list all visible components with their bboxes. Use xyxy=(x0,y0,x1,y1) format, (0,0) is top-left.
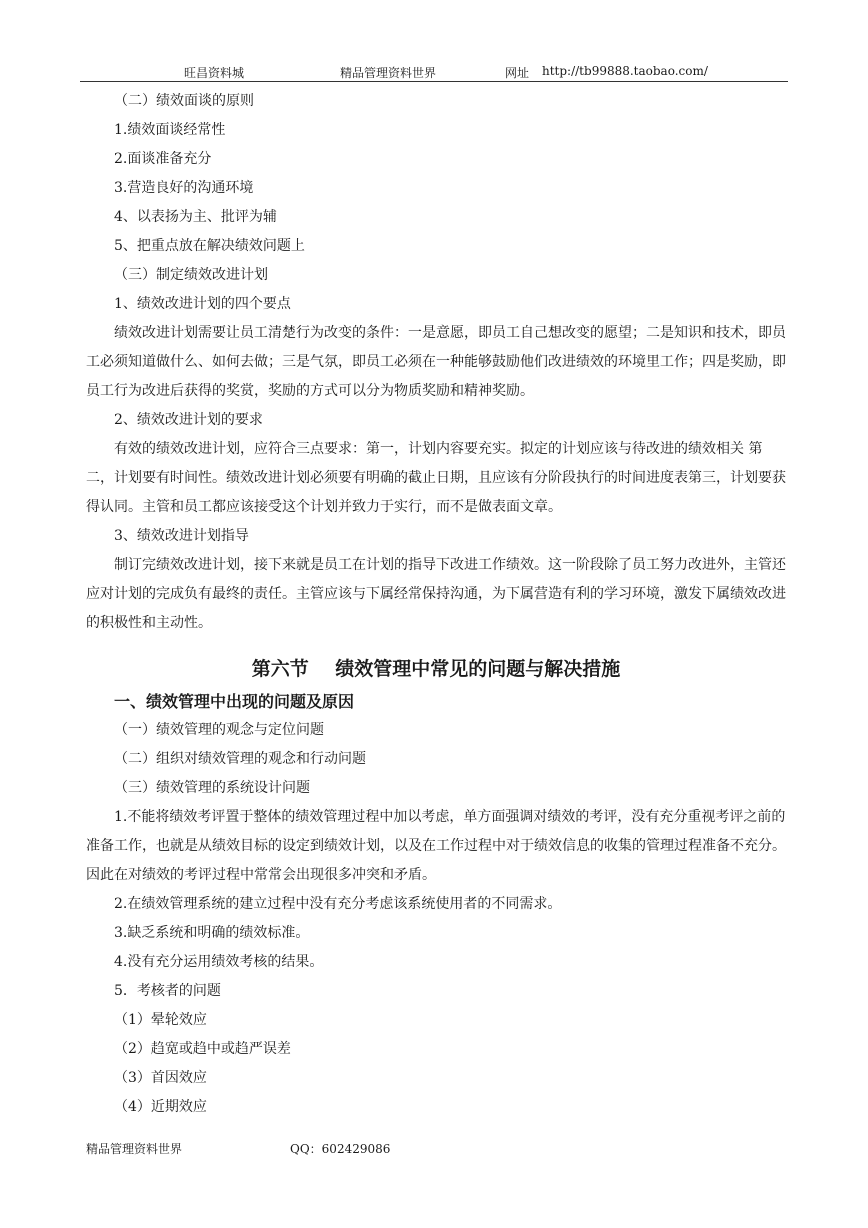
header-url-link[interactable]: http://tb99888.taobao.com/ xyxy=(542,64,708,78)
paragraph: 3.缺乏系统和明确的绩效标准。 xyxy=(114,925,310,941)
paragraph: （1）晕轮效应 xyxy=(114,1012,207,1028)
header-center-text: 精品管理资料世界 xyxy=(340,66,437,80)
footer-qq-text: QQ：602429086 xyxy=(290,1142,391,1156)
paragraph: （三）制定绩效改进计划 xyxy=(114,267,268,283)
paragraph: 3、绩效改进计划指导 xyxy=(114,528,249,544)
paragraph: 1、绩效改进计划的四个要点 xyxy=(114,296,291,312)
paragraph: （3）首因效应 xyxy=(114,1070,207,1086)
paragraph: 4.没有充分运用绩效考核的结果。 xyxy=(114,954,324,970)
paragraph: 制订完绩效改进计划，接下来就是员工在计划的指导下改进工作绩效。这一阶段除了员工努力改进外，主管还应对计划的完成负有最终的责任。主管应该与下属经常保持沟通，为下属营造有利的学习环境，激发下属绩效改进的积极性和主动性。 xyxy=(86,557,786,631)
paragraph: （二）绩效面谈的原则 xyxy=(114,93,254,109)
paragraph: 4、以表扬为主、批评为辅 xyxy=(114,209,277,225)
footer-left-text: 精品管理资料世界 xyxy=(86,1142,183,1156)
paragraph: 2.在绩效管理系统的建立过程中没有充分考虑该系统使用者的不同需求。 xyxy=(114,896,562,912)
paragraph: （2）趋宽或趋中或趋严误差 xyxy=(114,1041,291,1057)
paragraph: 有效的绩效改进计划，应符合三点要求：第一，计划内容要充实。拟定的计划应该与待改进的绩效相关 第二，计划要有时间性。绩效改进计划必须要有明确的截止日期，且应该有分阶段执行的时间进度表第三，计划要获得认同。主管和员工都应该接受这个计划并致力于实行，而不是做表面文章。 xyxy=(86,441,786,515)
paragraph: 2.面谈准备充分 xyxy=(114,151,212,167)
header-divider xyxy=(80,81,788,82)
paragraph: 3.营造良好的沟通环境 xyxy=(114,180,254,196)
paragraph: 1.不能将绩效考评置于整体的绩效管理过程中加以考虑，单方面强调对绩效的考评，没有充分重视考评之前的准备工作，也就是从绩效目标的设定到绩效计划，以及在工作过程中对于绩效信息的收集的管理过程准备不充分。因此在对绩效的考评过程中常常会出现很多冲突和矛盾。 xyxy=(86,809,786,883)
paragraph: 5．考核者的问题 xyxy=(114,983,221,999)
paragraph: 2、绩效改进计划的要求 xyxy=(114,412,263,428)
paragraph: （4）近期效应 xyxy=(114,1099,207,1115)
page-header xyxy=(0,60,868,80)
paragraph: （一）绩效管理的观念与定位问题 xyxy=(114,722,324,738)
paragraph: 绩效改进计划需要让员工清楚行为改变的条件：一是意愿，即员工自己想改变的愿望；二是知识和技术，即员工必须知道做什么、如何去做；三是气氛，即员工必须在一种能够鼓励他们改进绩效的环境里工作；四是奖励，即员工行为改进后获得的奖赏，奖励的方式可以分为物质奖励和精神奖励。 xyxy=(86,325,786,399)
paragraph: 5、把重点放在解决绩效问题上 xyxy=(114,238,305,254)
header-left-text: 旺昌资料城 xyxy=(184,66,245,80)
document-body xyxy=(86,87,786,1122)
paragraph: 1.绩效面谈经常性 xyxy=(114,122,226,138)
paragraph: （三）绩效管理的系统设计问题 xyxy=(114,780,310,796)
subsection-heading: 一、绩效管理中出现的问题及原因 xyxy=(114,692,355,711)
paragraph: （二）组织对绩效管理的观念和行动问题 xyxy=(114,751,366,767)
section-heading: 第六节 绩效管理中常见的问题与解决措施 xyxy=(251,658,621,680)
header-url-label: 网址 xyxy=(505,66,530,80)
